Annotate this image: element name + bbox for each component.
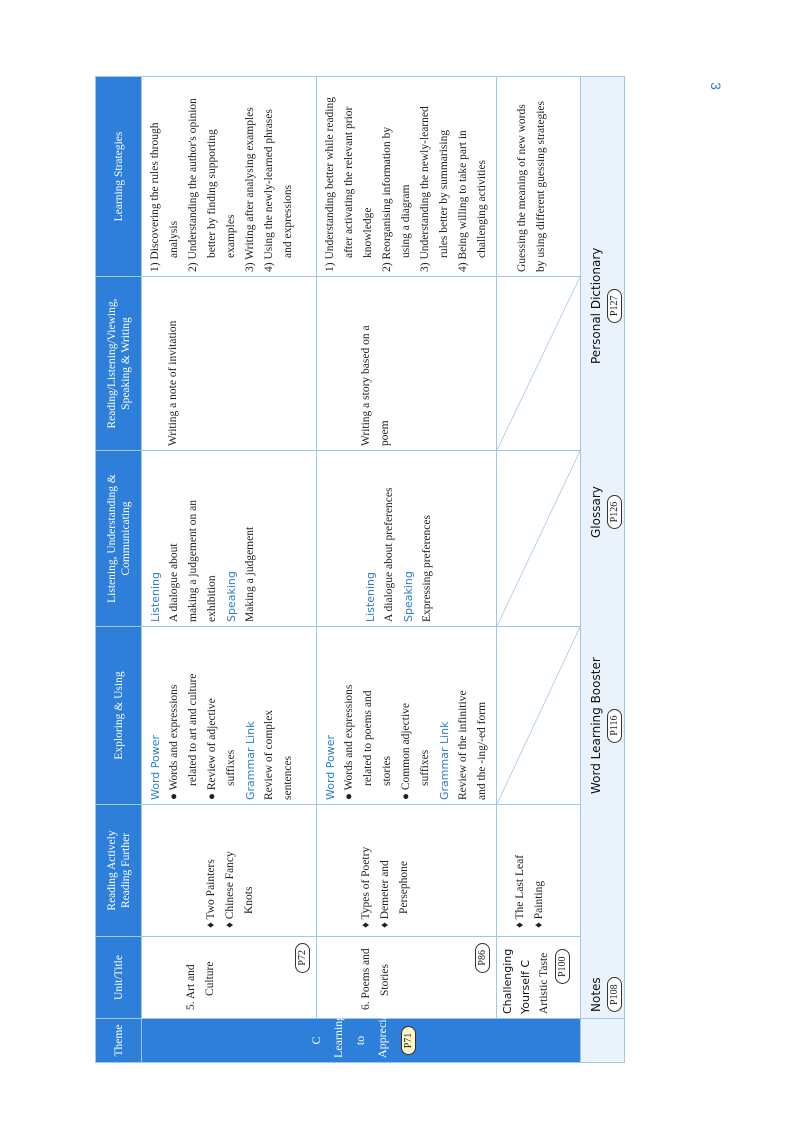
unit5-reading-cell: ♦ Two Painters ♦ Chinese Fancy Knots (142, 805, 317, 937)
diagonal-line (497, 277, 580, 450)
unit6-strategies-cell: 1) Understanding better while reading after activating the relevant prior knowledge 2) Reorganising information by using a diagram 3) Understanding the newly-learned rules better by summarising 4) Being willing to take part in challenging activities (317, 77, 497, 277)
footer-links (581, 77, 625, 1019)
list-item: ♦ Chinese Fancy (224, 851, 236, 928)
footer-row (581, 77, 625, 1063)
footer-personal-dictionary[interactable]: Personal Dictionary P127 (589, 247, 620, 364)
header-listening: Listening, Understanding & Communicating (96, 451, 142, 627)
diagonal-line (497, 627, 580, 804)
challenge-page-badge[interactable]: P100 (555, 949, 570, 984)
list-item: ♦ Demeter and (379, 860, 391, 928)
grammar-link-label: Grammar Link (244, 721, 257, 800)
theme-page-badge[interactable]: P71 (401, 1026, 416, 1056)
list-item: ♦ Types of Poetry (360, 846, 372, 928)
unit6-writing-cell: Writing a story based on a poem (317, 277, 497, 451)
table-row-unit6 (317, 77, 497, 1063)
listening-label: Listening (364, 572, 377, 622)
word-power-label: Word Power (324, 734, 337, 800)
unit5-exploring-cell: Word Power ● Words and expressions related to art and culture ● Review of adjective suffixes Grammar Link Review of complex sentences (142, 627, 317, 805)
table-row-unit5 (142, 77, 317, 1063)
header-reading: Reading Actively Reading Further (96, 805, 142, 937)
word-power-label: Word Power (149, 734, 162, 800)
challenge-strategies-cell: Guessing the meaning of new words by using different guessing strategies (497, 77, 581, 277)
header-unit-title: Unit/Title (96, 937, 142, 1019)
list-item: ♦ Painting (533, 880, 545, 928)
footer-notes[interactable]: Notes P108 (589, 977, 620, 1012)
unit5-writing-cell: Writing a note of invitation (142, 277, 317, 451)
header-theme: Theme (96, 1019, 142, 1063)
speaking-label: Speaking (402, 571, 415, 622)
speaking-label: Speaking (225, 571, 238, 622)
footer-word-learning-booster[interactable]: Word Learning Booster P116 (589, 657, 620, 794)
empty-exploring-cell (497, 627, 581, 805)
empty-listening-cell (497, 451, 581, 627)
unit5-page-badge[interactable]: P72 (295, 943, 310, 973)
unit5-title: 5. Art and (185, 964, 197, 1010)
list-item: ♦ The Last Leaf (514, 854, 526, 928)
header-exploring: Exploring & Using (96, 627, 142, 805)
syllabus-table (95, 76, 625, 1063)
notes-page-badge[interactable]: P108 (607, 977, 622, 1012)
unit5-strategies-cell: 1) Discovering the rules through analysis 2) Understanding the author's opinion better by finding supporting examples 3) Writing after analysing examples 4) Using the newly-learned phrases and expressions (142, 77, 317, 277)
unit6-exploring-cell: Word Power ● Words and expressions related to poems and stories ● Common adjective suffixes Grammar Link Review of the infinitive and the -ing/-ed form (317, 627, 497, 805)
unit5-listening-cell: Listening A dialogue about making a judgement on an exhibition Speaking Making a judgement (142, 451, 317, 627)
challenge-title-cell: Challenging Yourself C Artistic Taste P100 (497, 937, 581, 1019)
theme-cell: C Learning to Appreciate P71 (142, 1019, 581, 1063)
challenge-title: Challenging (501, 948, 514, 1014)
footer-glossary[interactable]: Glossary P126 (589, 486, 620, 538)
unit6-title-cell: 6. Poems and Stories P86 (317, 937, 497, 1019)
syllabus-table-rotated (95, 77, 619, 1063)
dictionary-page-badge[interactable]: P127 (607, 289, 622, 324)
header-strategies: Learning Strategies (96, 77, 142, 277)
table-row-challenge (497, 77, 581, 1063)
unit6-reading-cell: ♦ Types of Poetry ♦ Demeter and Persephone (317, 805, 497, 937)
glossary-page-badge[interactable]: P126 (607, 495, 622, 530)
challenge-reading-cell (497, 805, 581, 937)
page-number: 3 (707, 82, 724, 90)
unit6-title: 6. Poems and (360, 948, 372, 1010)
grammar-link-label: Grammar Link (438, 721, 451, 800)
header-rlvsw: Reading/Listening/Viewing, Speaking & Writing (96, 277, 142, 451)
unit6-page-badge[interactable]: P86 (475, 943, 490, 973)
unit5-title-cell: 5. Art and Culture P72 (142, 937, 317, 1019)
diagonal-line (497, 451, 580, 626)
booster-page-badge[interactable]: P116 (607, 709, 622, 743)
listening-label: Listening (149, 572, 162, 622)
empty-writing-cell (497, 277, 581, 451)
list-item: ♦ Two Painters (205, 859, 217, 928)
unit6-listening-cell: Listening A dialogue about preferences Speaking Expressing preferences (317, 451, 497, 627)
